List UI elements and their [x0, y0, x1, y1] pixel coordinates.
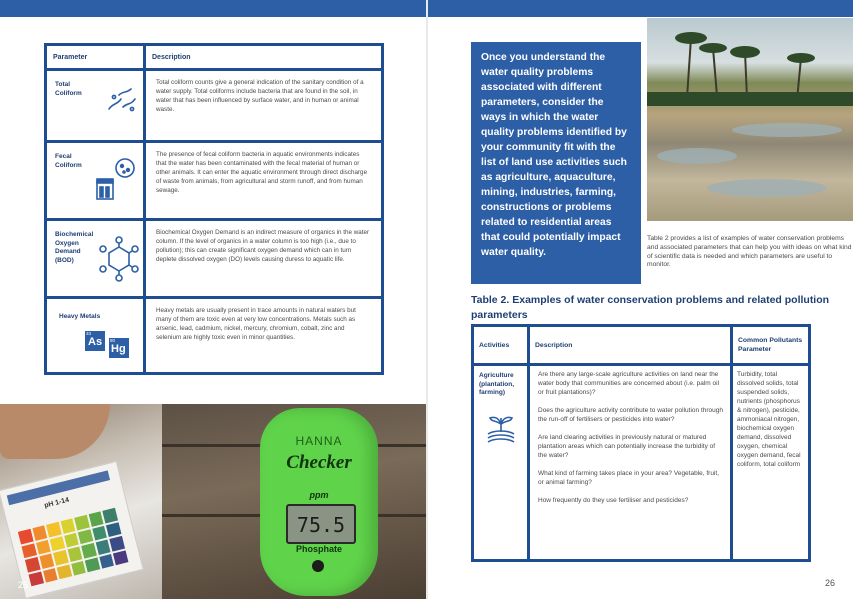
ph-color-swatches — [18, 508, 129, 587]
mercury-tile — [109, 338, 129, 358]
parameter-cell — [46, 142, 145, 220]
tile-symbol: As — [88, 336, 103, 348]
parameter-header: Parameter — [46, 45, 145, 70]
page-number-left: 25 — [18, 580, 29, 590]
left-page — [0, 0, 426, 599]
table-caption: Table 2 provides a list of examples of water conservation problems and associated parameters that can help you with ideas on what kind of scientific data is needed and which parameters are useful to monitor. — [647, 235, 852, 269]
ph-strip-photo — [0, 404, 162, 599]
description-header: Description — [145, 45, 383, 70]
polluted-beach-photo — [647, 18, 853, 221]
page-number-right: 26 — [825, 578, 836, 588]
question-item: How frequently do they use fertiliser and pesticides? — [538, 497, 689, 504]
fecal-bacteria-icon — [95, 157, 139, 203]
hand-shape — [0, 404, 110, 459]
activities-table — [471, 324, 811, 562]
ph-chart-label: pH 1-14 — [43, 496, 70, 510]
parameter-name: Fecal Coliform — [55, 153, 82, 169]
parameter-cell — [46, 70, 145, 142]
checker-model: Checker — [286, 452, 352, 473]
tile-number: 33 — [86, 331, 92, 336]
element-tiles-icon — [85, 331, 135, 365]
description-cell: The presence of fecal coliform bacteria in aquatic environments indicates that the water has been contaminated with the fecal material of human or other animals. It can enter the aquatic environment through direct discharge of waste from animals, from agricultural and storm runoff, and from human sewage. — [145, 142, 383, 220]
table-row — [46, 298, 383, 374]
checker-analyte: Phosphate — [295, 544, 342, 554]
molecule-icon — [99, 235, 139, 283]
checker-reading: 75.5 — [296, 513, 346, 537]
bacteria-icon — [105, 85, 139, 115]
activities-table-header — [473, 326, 810, 365]
activity-name: Agriculture (plantation, farming) — [479, 372, 515, 396]
table-row — [46, 70, 383, 142]
checker-display — [286, 504, 356, 544]
right-page — [428, 0, 853, 599]
activity-cell — [473, 365, 529, 561]
table-row — [46, 142, 383, 220]
left-top-bar — [0, 0, 426, 17]
parameter-name: Heavy Metals — [59, 313, 101, 320]
activities-header: Activities — [473, 326, 529, 365]
table-row — [46, 220, 383, 298]
palm-trees — [647, 18, 853, 221]
checker-button — [312, 560, 324, 572]
question-item: Are land clearing activities in previously natural or matured plantation areas which can potentially increase the turbidity of the water? — [538, 434, 716, 459]
table-row — [473, 365, 810, 561]
question-item: What kind of farming takes place in your area? Vegetable, fruit, or animal farming? — [538, 470, 720, 486]
tile-symbol: Hg — [111, 343, 126, 355]
checker-brand: HANNA — [295, 434, 343, 448]
phosphate-checker-photo — [162, 404, 426, 599]
parameter-name: Biochemical Oxygen Demand (BOD) — [55, 231, 94, 264]
right-top-bar — [428, 0, 853, 17]
tile-number: 80 — [110, 338, 116, 343]
checker-device — [260, 408, 378, 596]
table-title: Table 2. Examples of water conservation problems and related pollution parameters — [471, 294, 830, 321]
parameter-name: Total Coliform — [55, 81, 82, 97]
pollutants-header: Common Pollutants Parameter — [732, 326, 810, 365]
pollutants-cell: Turbidity, total dissolved solids, total suspended solids, nutrients (phosphorus & nitrogen), pesticide, ammoniacal nitrogen, biochemical oxygen demand, dissolved oxygen, chemical oxygen demand, fecal coliform, total coliform — [732, 365, 810, 561]
description-header: Description — [529, 326, 732, 365]
callout-box: Once you understand the water quality problems associated with different parameters, consider the ways in which the water quality problems identified by your community fit with the list of land use activities such as agriculture, aquaculture, mining, industries, farming, constructions or problems related to residential areas that could potentially impact water quality. — [471, 42, 641, 284]
checker-unit: ppm — [309, 490, 329, 500]
ph-chart-card — [0, 461, 144, 599]
plant-icon — [486, 412, 516, 444]
parameter-cell — [46, 298, 145, 374]
description-cell: Total coliform counts give a general indication of the sanitary condition of a water supply. Total coliforms include bacteria that are found in the soil, in water that has been influenced by surface water, and in human or animal waste. — [145, 70, 383, 142]
question-item: Does the agriculture activity contribute to water pollution through the run-off of fertilisers or pesticides into water? — [538, 407, 723, 423]
description-cell: Heavy metals are usually present in trace amounts in natural waters but many of them are toxic even at very low concentrations. Metals such as arsenic, lead, cadmium, nickel, mercury, chromium, cobalt, zinc and selenium are highly toxic even in minor quantities. — [145, 298, 383, 374]
parameter-cell — [46, 220, 145, 298]
description-cell: Biochemical Oxygen Demand is an indirect measure of organics in the water column. If the level of organics in a water column is too high (i.e., due to pollution); this can create significant oxygen demand which can in turn deplete dissolved oxygen (DO) levels causing duress to aquatic life. — [145, 220, 383, 298]
questions-cell — [529, 365, 732, 561]
parameter-table — [44, 43, 384, 375]
question-item: Are there any large-scale agriculture activities on land near the water body that communities are concerned about (i.e. palm oil or fruit plantations)? — [538, 371, 720, 396]
parameter-table-header — [46, 45, 383, 70]
arsenic-tile — [85, 331, 105, 351]
